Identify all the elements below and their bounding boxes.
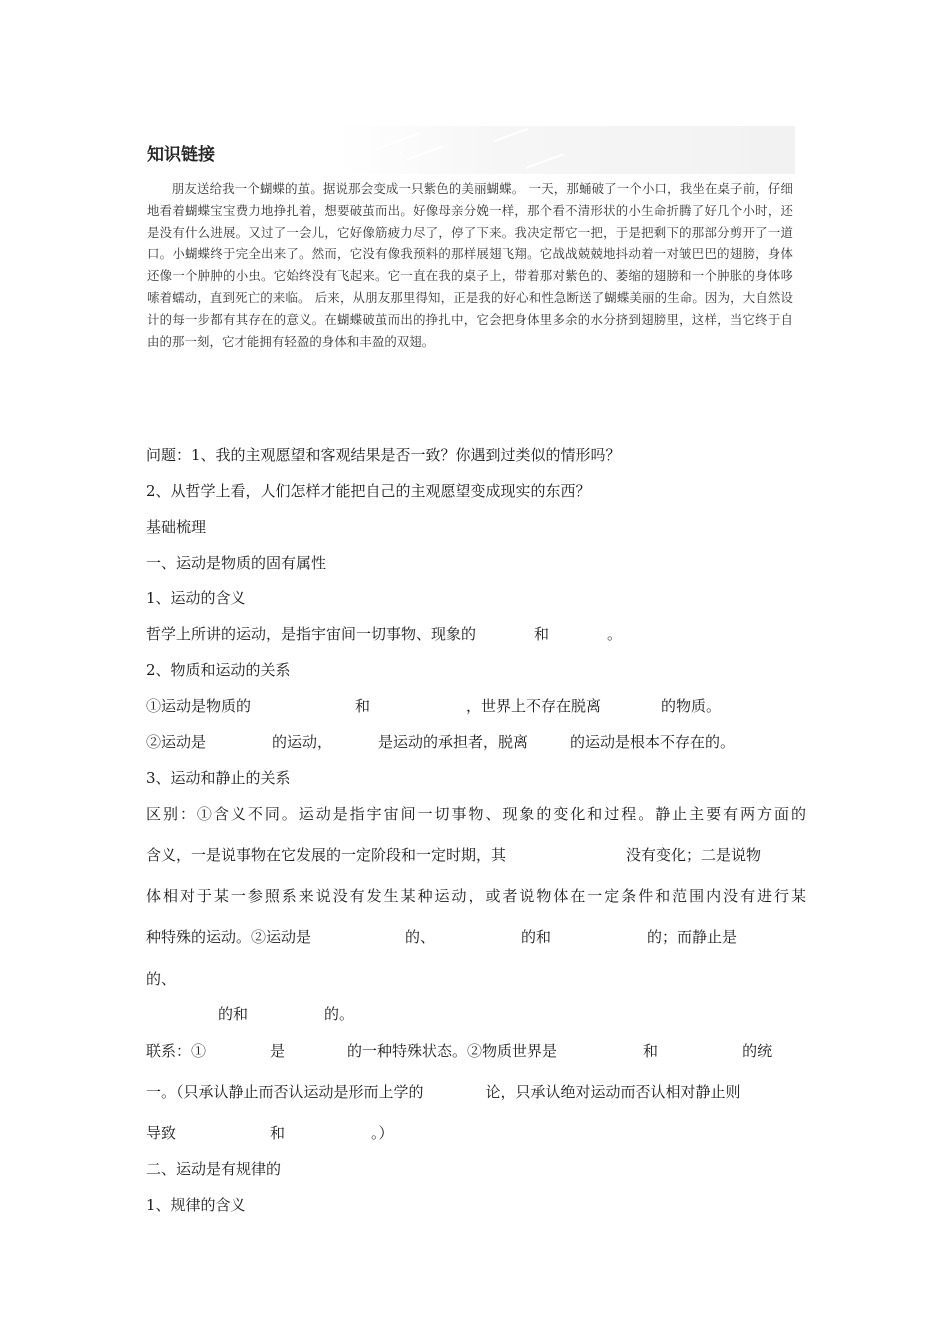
difference-line-2	[146, 844, 761, 865]
text-segment: 的运动是根本不存在的。	[570, 733, 736, 751]
decorative-stroke	[494, 128, 529, 142]
text-segment: 含义，一是说事物在它发展的一定阶段和一定时期，其	[146, 846, 507, 864]
knowledge-link-box	[143, 126, 795, 406]
text-segment: 一。（只承认静止而否认运动是形而上学的	[146, 1083, 424, 1101]
difference-line-3: 体相对于某一参照系来说没有发生某种运动，或者说物体在一定条件和范围内没有进行某	[146, 887, 806, 905]
decorative-stroke	[406, 145, 444, 161]
difference-line-5: 的、	[146, 970, 177, 988]
text-segment: 是	[270, 1042, 286, 1060]
subsection-1-1: 1、运动的含义	[146, 589, 246, 607]
text-segment: 和	[534, 625, 550, 643]
difference-line-6	[146, 1003, 354, 1024]
question-2: 2、从哲学上看，人们怎样才能把自己的主观愿望变成现实的东西？	[146, 482, 591, 500]
text-segment: 。	[607, 625, 623, 643]
difference-line-1: 区别：①含义不同。运动是指宇宙间一切事物、现象的变化和过程。静止主要有两方面的	[146, 805, 806, 823]
text-segment: 的和	[521, 928, 552, 946]
relation-point-1	[146, 695, 721, 716]
text-segment: 没有变化；二是说物	[626, 846, 762, 864]
text-segment: 的、	[405, 928, 436, 946]
section-1-heading: 一、运动是物质的固有属性	[146, 554, 327, 572]
text-segment: 导致	[146, 1124, 177, 1142]
text-segment: 的；而静止是	[647, 928, 738, 946]
subsection-2-1: 1、规律的含义	[146, 1196, 246, 1214]
knowledge-link-title: 知识链接	[147, 145, 215, 165]
text-segment: 和	[270, 1124, 286, 1142]
basics-heading: 基础梳理	[146, 518, 207, 536]
subsection-1-3: 3、运动和静止的关系	[146, 769, 291, 787]
text-segment: 和	[355, 697, 371, 715]
text-segment: 论，只承认绝对运动而否认相对静止则	[485, 1083, 741, 1101]
relation-line-1	[146, 1040, 772, 1061]
text-segment: 和	[643, 1042, 659, 1060]
text-segment: 联系：①	[146, 1042, 207, 1060]
text-segment: ，世界上不存在脱离	[466, 697, 602, 715]
text-segment: ②运动是	[146, 733, 207, 751]
text-segment: 的物质。	[661, 697, 722, 715]
subsection-1-2: 2、物质和运动的关系	[146, 661, 291, 679]
butterfly-story: 朋友送给我一个蝴蝶的茧。据说那会变成一只紫色的美丽蝴蝶。 一天，那蛹破了一个小口，我坐在桌子前，仔细地看着蝴蝶宝宝费力地挣扎着，想要破茧而出。好像母亲分娩一样，那个看不清形状的小生命折腾了好几个小时，还是没有什么进展。又过了一会儿，它好像筋疲力尽了，停了下来。我决定帮它一把，于是把剩下的那部分剪开了一道口。小蝴蝶终于完全出来了。然而，它没有像我预料的那样展翅飞翔。它战战兢兢地抖动着一对皱巴巴的翅膀，身体还像一个肿肿的小虫。它始终没有飞起来。它一直在我的桌子上，带着那对紫色的、萎缩的翅膀和一个肿胀的身体哆嗦着蠕动，直到死亡的来临。 后来，从朋友那里得知，正是我的好心和性急断送了蝴蝶美丽的生命。因为，大自然设计的每一步都有其存在的意义。在蝴蝶破茧而出的挣扎中，它会把身体里多余的水分挤到翅膀里，这样，当它终于自由的那一刻，它才能拥有轻盈的身体和丰盈的双翅。	[147, 181, 793, 349]
text-segment: 的。	[324, 1005, 355, 1023]
text-segment: ①运动是物质的	[146, 697, 252, 715]
text-segment: 哲学上所讲的运动，是指宇宙间一切事物、现象的	[146, 625, 477, 643]
decorative-stroke	[376, 132, 420, 150]
text-segment: 的运动，	[272, 733, 333, 751]
relation-point-2	[146, 731, 735, 752]
text-segment: 的一种特殊状态。②物质世界是	[347, 1042, 558, 1060]
decorative-stroke	[526, 153, 564, 169]
text-segment: 的和	[218, 1005, 249, 1023]
text-segment: 。）	[371, 1124, 394, 1142]
motion-definition-line	[146, 623, 622, 644]
text-segment: 的统	[742, 1042, 773, 1060]
difference-line-4	[146, 926, 737, 947]
question-1: 问题：1、我的主观愿望和客观结果是否一致？你遇到过类似的情形吗？	[146, 446, 621, 464]
text-segment: 是运动的承担者，脱离	[378, 733, 529, 751]
relation-line-2	[146, 1081, 741, 1102]
relation-line-3	[146, 1122, 394, 1143]
title-band	[143, 126, 795, 174]
text-segment: 种特殊的运动。②运动是	[146, 928, 312, 946]
section-2-heading: 二、运动是有规律的	[146, 1160, 282, 1178]
